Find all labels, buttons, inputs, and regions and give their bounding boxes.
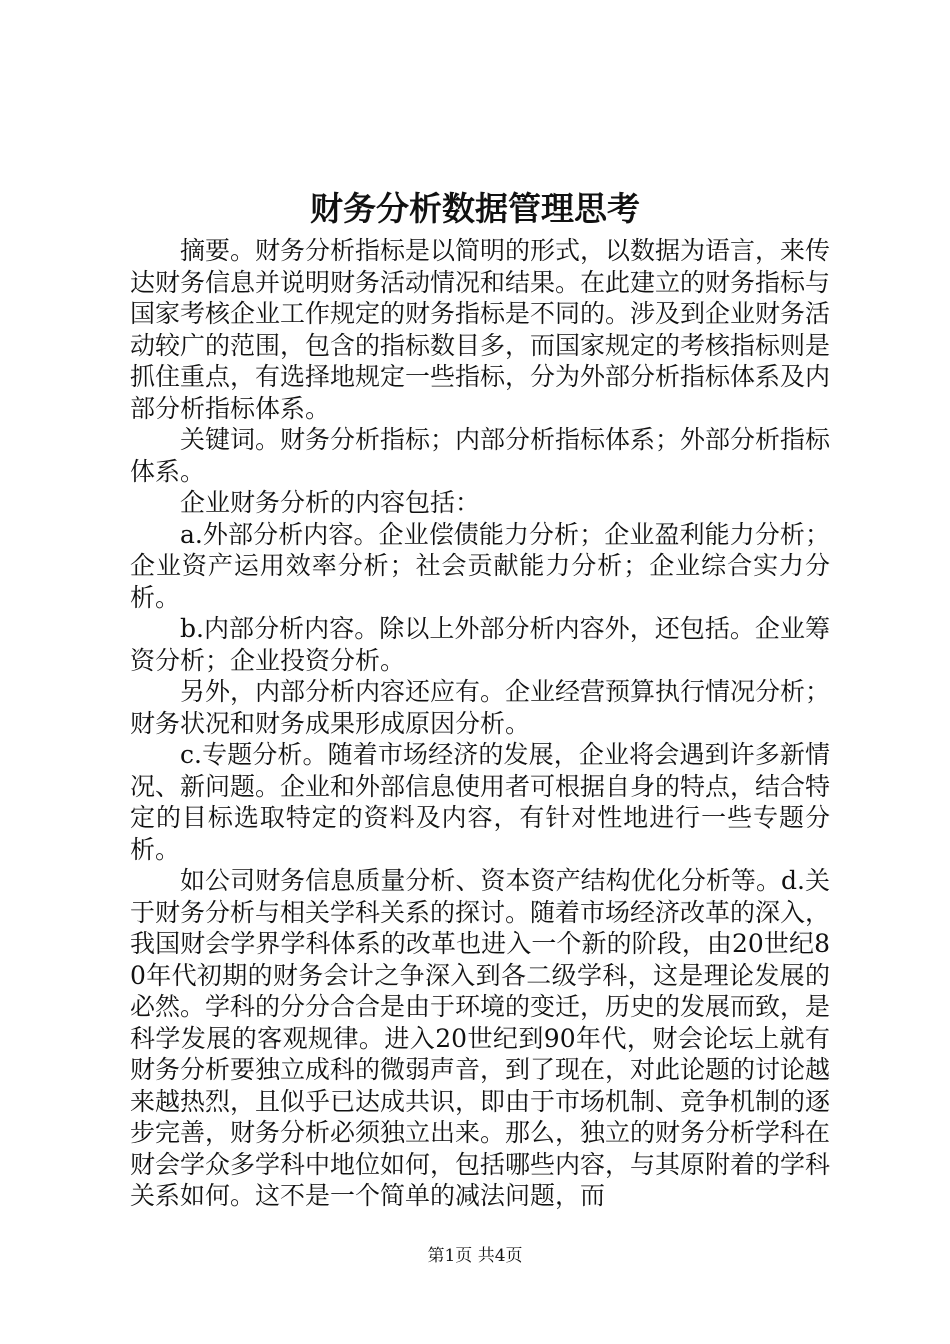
document-body [130,235,830,1212]
paragraph-content-intro: 企业财务分析的内容包括： [180,488,481,517]
paragraph-internal-analysis: b.内部分析内容。除以上外部分析内容外，还包括。企业筹资分析；企业投资分析。 [130,614,830,675]
paragraph-special-analysis: c.专题分析。随着市场经济的发展，企业将会遇到许多新情况、新问题。企业和外部信息使用者可根据自身的特点，结合特定的目标选取特定的资料及内容，有针对性地进行一些专题分析。 [130,740,831,864]
paragraph-internal-extra: 另外，内部分析内容还应有。企业经营预算执行情况分析；财务状况和财务成果形成原因分析。 [130,677,831,738]
document-title: 财务分析数据管理思考 [310,189,640,228]
paragraph-abstract: 摘要。财务分析指标是以简明的形式，以数据为语言，来传达财务信息并说明财务活动情况和结果。在此建立的财务指标与国家考核企业工作规定的财务指标是不同的。涉及到企业财务活动较广的范围，包含的指标数目多，而国家规定的考核指标则是抓住重点，有选择地规定一些指标，分为外部分析指标体系及内部分析指标体系。 [130,236,831,423]
paragraph-external-analysis: a.外部分析内容。企业偿债能力分析；企业盈利能力分析；企业资产运用效率分析；社会贡献能力分析；企业综合实力分析。 [130,519,830,612]
paragraph-discipline-discussion: 如公司财务信息质量分析、资本资产结构优化分析等。d.关于财务分析与相关学科关系的探讨。随着市场经济改革的深入，我国财会学界学科体系的改革也进入一个新的阶段，由20世纪80年代初期的财务会计之争深入到各二级学科，这是理论发展的必然。学科的分分合合是由于环境的变迁，历史的发展而致，是科学发展的客观规律。进入20世纪到90年代，财会论坛上就有财务分析要独立成科的微弱声音，到了现在，对此论题的讨论越来越热烈，且似乎已达成共识，即由于市场机制、竞争机制的逐步完善，财务分析必须独立出来。那么，独立的财务分析学科在财会学众多学科中地位如何，包括哪些内容，与其原附着的学科关系如何。这不是一个简单的减法问题，而 [130,866,831,1210]
page-footer: 第1页 共4页 [427,1246,523,1266]
paragraph-keywords: 关键词。财务分析指标；内部分析指标体系；外部分析指标体系。 [130,425,831,486]
